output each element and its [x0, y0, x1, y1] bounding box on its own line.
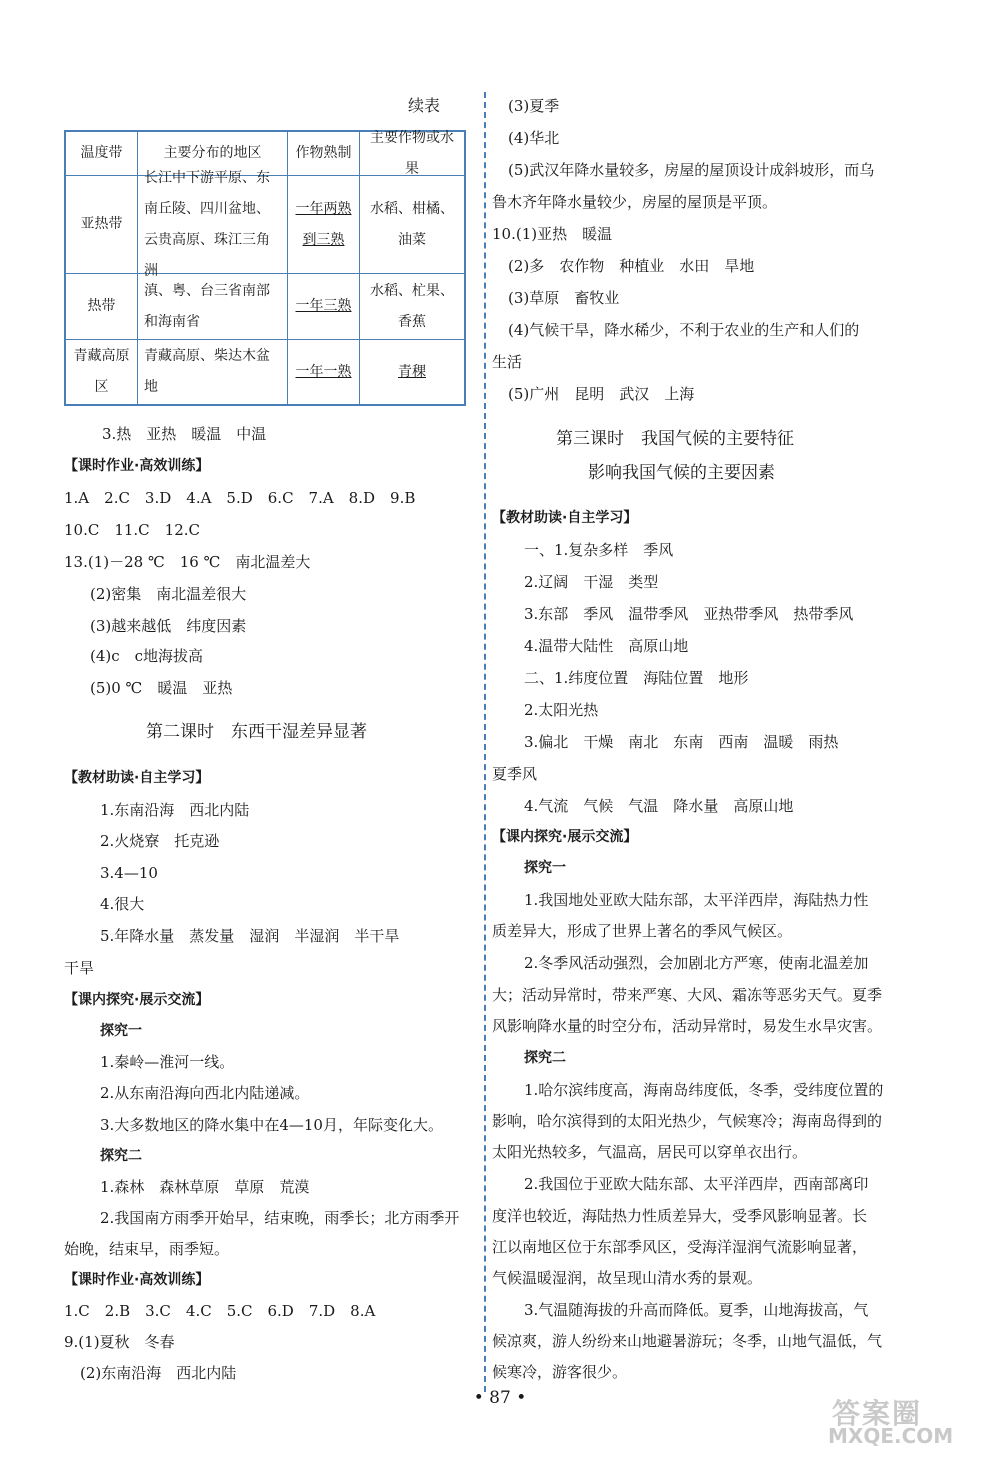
table-cell-region: 滇、粤、台三省南部和海南省 — [138, 274, 288, 339]
section-heading: 【课时作业·高效训练】 — [64, 1272, 210, 1288]
lesson-title: 第三课时 我国气候的主要特征 — [556, 429, 794, 449]
table-cell-crop-cycle: 一年三熟 — [288, 274, 360, 339]
answer-line: 3.东部 季风 温带季风 亚热带季风 热带季风 — [524, 605, 854, 623]
answer-line: 风影响降水量的时空分布，活动异常时，易发生水旱灾害。 — [492, 1017, 883, 1035]
answer-line: (4)气候干旱，降水稀少，不利于农业的生产和人们的 — [508, 321, 860, 339]
table-header-cell: 主要作物或水果 — [370, 129, 454, 177]
answer-line: (3)越来越低 纬度因素 — [90, 617, 247, 635]
table-row — [66, 274, 464, 340]
subsection-heading: 探究二 — [100, 1148, 142, 1164]
answer-line: 夏季风 — [492, 765, 538, 783]
lesson-title: 第二课时 东西干湿差异显著 — [146, 722, 367, 742]
table-cell-crop-cycle: 一年两熟到三熟 — [288, 176, 360, 273]
table-header-cell: 温度带 — [66, 132, 138, 175]
answer-line: 1.秦岭—淮河一线。 — [100, 1053, 235, 1071]
answer-line: 鲁木齐年降水量较少，房屋的屋顶是平顶。 — [492, 193, 778, 211]
answer-line: 质差异大，形成了世界上著名的季风气候区。 — [492, 922, 793, 940]
answer-line: 干旱 — [64, 959, 95, 977]
column-divider — [484, 92, 486, 1392]
answer-line: 二、1.纬度位置 海陆位置 地形 — [524, 669, 749, 687]
answer-line: 气候温暖湿润，故呈现山清水秀的景观。 — [492, 1269, 763, 1287]
answer-line: 2.我国位于亚欧大陆东部、太平洋西岸，西南部离印 — [524, 1175, 869, 1193]
answer-line: 影响，哈尔滨得到的太阳光热少，气候寒冷；海南岛得到的 — [492, 1112, 883, 1130]
answer-line: (5)武汉年降水量较多，房屋的屋顶设计成斜坡形，而乌 — [508, 161, 875, 179]
table-cell-crops: 水稻、杧果、香蕉 — [370, 282, 454, 330]
page-number: • 87 • — [473, 1388, 527, 1408]
table-header-cell: 作物熟制 — [288, 132, 360, 175]
answer-line: 1.东南沿海 西北内陆 — [100, 801, 250, 819]
answer-line: (5)0 ℃ 暖温 亚热 — [90, 679, 233, 697]
answer-line: 5.年降水量 蒸发量 湿润 半湿润 半干旱 — [100, 927, 400, 945]
answer-line: 候凉爽，游人纷纷来山地避暑游玩；冬季，山地气温低，气 — [492, 1332, 883, 1350]
answer-line: 2.辽阔 干湿 类型 — [524, 573, 659, 591]
table-cell-zone: 热带 — [66, 274, 138, 339]
answer-line: 3.4—10 — [100, 864, 158, 882]
answer-line: 4.气流 气候 气温 降水量 高原山地 — [524, 797, 794, 815]
answer-line: 1.哈尔滨纬度高，海南岛纬度低，冬季，受纬度位置的 — [524, 1081, 884, 1099]
subsection-heading: 探究一 — [100, 1023, 142, 1039]
answer-line: 1.C 2.B 3.C 4.C 5.C 6.D 7.D 8.A — [64, 1302, 376, 1320]
answer-line: 13.(1)－28 ℃ 16 ℃ 南北温差大 — [64, 553, 311, 571]
lesson-subtitle: 影响我国气候的主要因素 — [588, 463, 775, 483]
answer-line: 9.(1)夏秋 冬春 — [64, 1333, 175, 1351]
answer-line: (2)东南沿海 西北内陆 — [80, 1364, 237, 1382]
section-heading: 【课时作业·高效训练】 — [64, 458, 210, 474]
answer-line: (2)多 农作物 种植业 水田 旱地 — [508, 257, 755, 275]
section-heading: 【课内探究·展示交流】 — [492, 829, 638, 845]
answer-line: 一、1.复杂多样 季风 — [524, 541, 674, 559]
table-cell-zone: 亚热带 — [66, 176, 138, 273]
answer-line: 江以南地区位于东部季风区，受海洋湿润气流影响显著， — [492, 1238, 868, 1256]
section-heading: 【教材助读·自主学习】 — [492, 510, 638, 526]
subsection-heading: 探究一 — [524, 860, 566, 876]
table-cell-crops: 水稻、柑橘、油菜 — [370, 200, 454, 248]
answer-line: 2.冬季风活动强烈，会加剧北方严寒，使南北温差加 — [524, 954, 869, 972]
answer-line: 3.热 亚热 暖温 中温 — [102, 425, 267, 443]
answer-line: (5)广州 昆明 武汉 上海 — [508, 385, 695, 403]
answer-line: (3)夏季 — [508, 97, 560, 115]
answer-line: 2.我国南方雨季开始早，结束晚，雨季长；北方雨季开 — [100, 1209, 460, 1227]
answer-line: (4)华北 — [508, 129, 560, 147]
answer-line: 候寒冷，游客很少。 — [492, 1363, 628, 1381]
watermark-url: MXQE.COM — [828, 1424, 954, 1448]
table-row — [66, 169, 464, 279]
section-heading: 【教材助读·自主学习】 — [64, 770, 210, 786]
table-header-cell: 主要分布的地区 — [138, 132, 288, 175]
answer-line: (4)c c地海拔高 — [90, 647, 204, 665]
table-cell-crops: 青稞 — [398, 363, 426, 380]
subsection-heading: 探究二 — [524, 1050, 566, 1066]
answer-line: 始晚，结束早，雨季短。 — [64, 1240, 230, 1258]
table-cell-region: 青藏高原、柴达木盆地 — [138, 340, 288, 404]
answer-line: 生活 — [492, 353, 523, 371]
answer-line: 1.我国地处亚欧大陆东部，太平洋西岸，海陆热力性 — [524, 891, 869, 909]
watermark-logo — [828, 1398, 984, 1450]
answer-line: 10.C 11.C 12.C — [64, 521, 200, 539]
table-cell-zone: 青藏高原区 — [66, 340, 138, 404]
answer-line: 大；活动异常时，带来严寒、大风、霜冻等恶劣天气。夏季 — [492, 986, 883, 1004]
answer-line: 4.温带大陆性 高原山地 — [524, 637, 689, 655]
continued-label: 续表 — [408, 96, 441, 115]
answer-line: (2)密集 南北温差很大 — [90, 585, 247, 603]
climate-zone-table — [64, 130, 466, 406]
table-cell-crop-cycle: 一年一熟 — [288, 340, 360, 404]
answer-line: 1.森林 森林草原 草原 荒漠 — [100, 1178, 310, 1196]
answer-line: 度洋也较近，海陆热力性质差异大，受季风影响显著。长 — [492, 1207, 868, 1225]
answer-line: 3.偏北 干燥 南北 东南 西南 温暖 雨热 — [524, 733, 839, 751]
answer-line: 3.大多数地区的降水集中在4—10月，年际变化大。 — [100, 1116, 443, 1134]
table-cell-region: 长江中下游平原、东南丘陵、四川盆地、云贵高原、珠江三角洲 — [138, 176, 288, 273]
answer-line: 1.A 2.C 3.D 4.A 5.D 6.C 7.A 8.D 9.B — [64, 489, 416, 507]
answer-line: (3)草原 畜牧业 — [508, 289, 620, 307]
section-heading: 【课内探究·展示交流】 — [64, 992, 210, 1008]
watermark-text: 答案圈 — [832, 1397, 923, 1430]
answer-line: 2.太阳光热 — [524, 701, 599, 719]
answer-line: 10.(1)亚热 暖温 — [492, 225, 613, 243]
answer-line: 4.很大 — [100, 895, 145, 913]
answer-line: 太阳光热较多，气温高，居民可以穿单衣出行。 — [492, 1143, 808, 1161]
table-row — [66, 340, 464, 404]
answer-line: 2.从东南沿海向西北内陆递减。 — [100, 1084, 310, 1102]
answer-line: 2.火烧寮 托克逊 — [100, 832, 220, 850]
answer-line: 3.气温随海拔的升高而降低。夏季，山地海拔高，气 — [524, 1301, 869, 1319]
